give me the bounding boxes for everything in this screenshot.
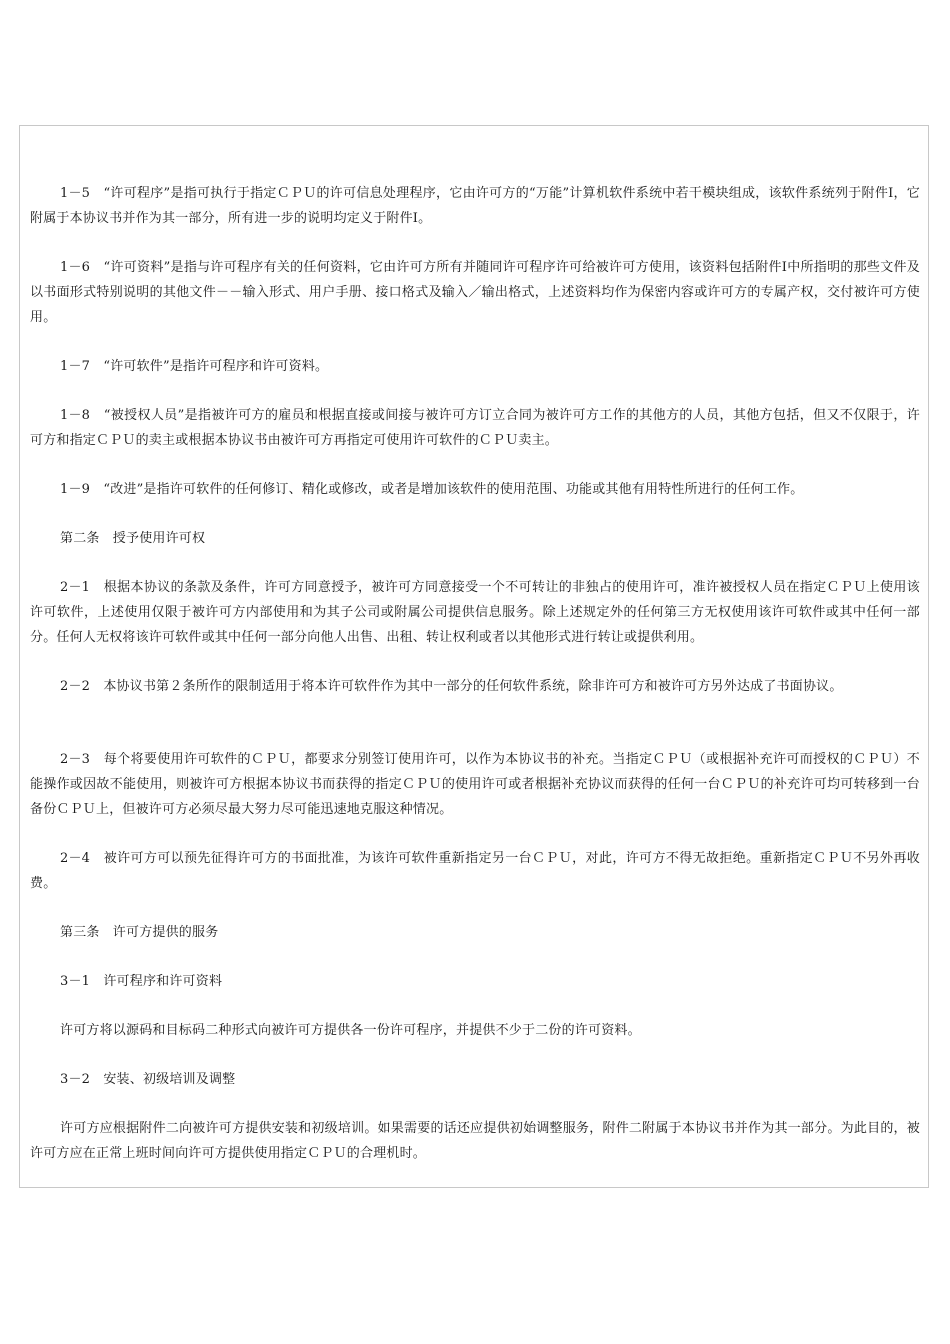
clause-3-2-heading: 3－2 安装、初级培训及调整	[60, 1072, 236, 1087]
clause-1-6: 1－6 “许可资料”是指与许可程序有关的任何资料，它由许可方所有并随同许可程序许可给被许可方使用，该资料包括附件Ⅰ中所指明的那些文件及以书面形式特别说明的其他文件－－输入形式、用户手册、接口格式及输入／输出格式，上述资料均作为保密内容或许可方的专属产权，交付被许可方使用。	[30, 260, 920, 325]
document-body	[30, 181, 920, 1166]
clause-2-4: 2－4 被许可方可以预先征得许可方的书面批准，为该许可软件重新指定另一台ＣＰＵ，对此，许可方不得无故拒绝。重新指定ＣＰＵ不另外再收费。	[30, 851, 920, 891]
article-2-heading: 第二条 授予使用许可权	[60, 531, 206, 546]
clause-1-8: 1－8 “被授权人员”是指被许可方的雇员和根据直接或间接与被许可方订立合同为被许可方工作的其他方的人员，其他方包括，但又不仅限于，许可方和指定ＣＰＵ的卖主或根据本协议书由被许可方再指定可使用许可软件的ＣＰＵ卖主。	[30, 408, 920, 448]
clause-2-1: 2－1 根据本协议的条款及条件，许可方同意授予，被许可方同意接受一个不可转让的非独占的使用许可，准许被授权人员在指定ＣＰＵ上使用该许可软件，上述使用仅限于被许可方内部使用和为其子公司或附属公司提供信息服务。除上述规定外的任何第三方无权使用该许可软件或其中任何一部分。任何人无权将该许可软件或其中任何一部分向他人出售、出租、转让权利或者以其他形式进行转让或提供利用。	[30, 580, 920, 645]
clause-2-2: 2－2 本协议书第２条所作的限制适用于将本许可软件作为其中一部分的任何软件系统，除非许可方和被许可方另外达成了书面协议。	[60, 679, 843, 694]
clause-1-7: 1－7 “许可软件”是指许可程序和许可资料。	[60, 359, 329, 374]
clause-3-2-body: 许可方应根据附件二向被许可方提供安装和初级培训。如果需要的话还应提供初始调整服务，附件二附属于本协议书并作为其一部分。为此目的，被许可方应在正常上班时间向许可方提供使用指定ＣＰＵ的合理机时。	[30, 1121, 920, 1161]
article-3-heading: 第三条 许可方提供的服务	[60, 925, 219, 940]
clause-1-5: 1－5 “许可程序”是指可执行于指定ＣＰＵ的许可信息处理程序，它由许可方的“万能”计算机软件系统中若干模块组成，该软件系统列于附件Ⅰ，它附属于本协议书并作为其一部分，所有进一步的说明均定义于附件Ⅰ。	[30, 186, 920, 226]
clause-3-1-heading: 3－1 许可程序和许可资料	[60, 974, 223, 989]
clause-1-9: 1－9 “改进”是指许可软件的任何修订、精化或修改，或者是增加该软件的使用范围、功能或其他有用特性所进行的任何工作。	[60, 482, 804, 497]
document-frame	[19, 125, 929, 1188]
clause-3-1-body: 许可方将以源码和目标码二种形式向被许可方提供各一份许可程序，并提供不少于二份的许可资料。	[60, 1023, 641, 1038]
clause-2-3: 2－3 每个将要使用许可软件的ＣＰＵ，都要求分别签订使用许可，以作为本协议书的补充。当指定ＣＰＵ（或根据补充许可而授权的ＣＰＵ）不能操作或因故不能使用，则被许可方根据本协议书而获得的指定ＣＰＵ的使用许可或者根据补充协议而获得的任何一台ＣＰＵ的补充许可均可转移到一台备份ＣＰＵ上，但被许可方必须尽最大努力尽可能迅速地克服这种情况。	[30, 752, 920, 817]
